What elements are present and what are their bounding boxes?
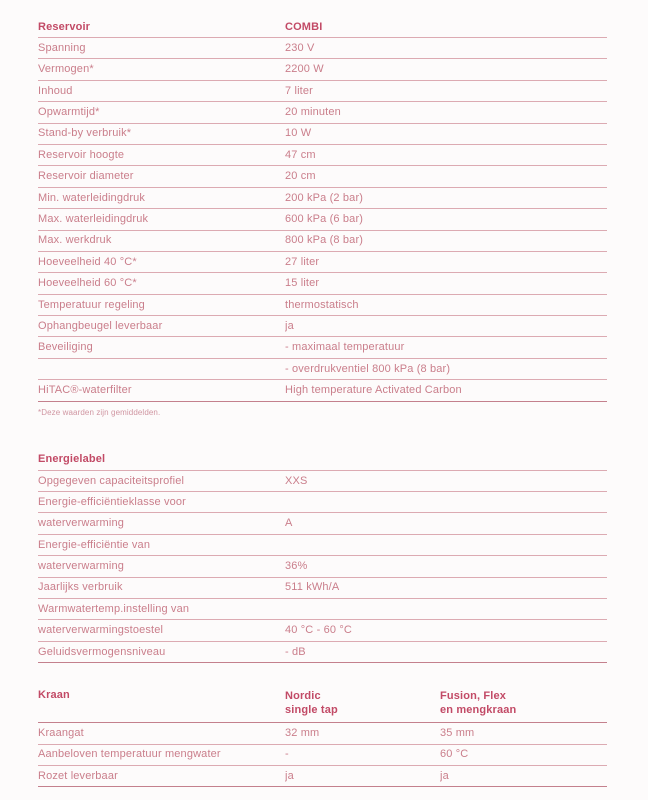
row-value: 600 kPa (6 bar) [285, 213, 364, 226]
kraan-header-row [38, 689, 607, 723]
reservoir-table-title: Reservoir [38, 20, 91, 33]
table-row [38, 535, 607, 556]
row-label: Min. waterleidingdruk [38, 191, 146, 204]
row-label: Inhoud [38, 84, 73, 97]
energy-header-spacer [285, 466, 607, 470]
row-value: 15 liter [285, 277, 320, 290]
kraan-rows [38, 723, 607, 787]
table-row [38, 471, 607, 492]
table-row [38, 145, 607, 166]
row-value: 27 liter [285, 255, 320, 268]
row-value: 32 mm [285, 727, 320, 740]
table-row [38, 642, 607, 663]
row-value: 511 kWh/A [285, 581, 340, 594]
row-value [285, 616, 607, 620]
reservoir-header-row [38, 17, 607, 38]
table-row [38, 359, 607, 380]
row-label: HiTAC®-waterfilter [38, 384, 132, 397]
row-value: - [285, 748, 289, 761]
row-value: 36% [285, 560, 308, 573]
table-row [38, 745, 607, 766]
table-row [38, 38, 607, 59]
row-value: 7 liter [285, 84, 313, 97]
table-row [38, 337, 607, 358]
row-label: Beveiliging [38, 341, 93, 354]
table-row [38, 295, 607, 316]
row-label: Ophangbeugel leverbaar [38, 319, 163, 332]
table-row [38, 209, 607, 230]
table-row [38, 273, 607, 294]
tap-compatibility-table [38, 689, 607, 787]
row-label: waterverwarming [38, 560, 124, 573]
table-row [38, 620, 607, 641]
row-label: Reservoir hoogte [38, 148, 125, 161]
table-row [38, 380, 607, 401]
kraan-column-header-fusion-line1: Fusion, Flex [440, 690, 506, 703]
row-label: waterverwarmingstoestel [38, 624, 164, 637]
row-value: ja [285, 769, 294, 782]
reservoir-column-header: COMBI [285, 20, 323, 33]
row-label: Hoeveelheid 60 °C* [38, 277, 137, 290]
reservoir-rows [38, 38, 607, 402]
energy-header-row [38, 450, 607, 471]
table-row [38, 124, 607, 145]
row-label: Opgegeven capaciteitsprofiel [38, 474, 185, 487]
kraan-column-header-fusion [440, 689, 607, 721]
table-row [38, 578, 607, 599]
energy-rows [38, 471, 607, 664]
row-label [38, 376, 285, 380]
row-value: 40 °C - 60 °C [285, 624, 352, 637]
row-value: High temperature Activated Carbon [285, 384, 462, 397]
energy-table-title: Energielabel [38, 453, 106, 466]
row-value [285, 552, 607, 556]
row-value: 230 V [285, 41, 315, 54]
table-row [38, 102, 607, 123]
row-label: Max. waterleidingdruk [38, 213, 149, 226]
row-value: 47 cm [285, 148, 316, 161]
row-value [285, 509, 607, 513]
row-label: Opwarmtijd* [38, 106, 100, 119]
row-label: Stand-by verbruik* [38, 127, 132, 140]
row-value: 35 mm [440, 727, 475, 740]
kraan-column-header-nordic-line2: single tap [285, 704, 338, 717]
row-label: Spanning [38, 41, 86, 54]
table-row [38, 81, 607, 102]
row-label: Energie-efficiëntie van [38, 538, 151, 551]
row-value: 60 °C [440, 748, 469, 761]
table-row [38, 556, 607, 577]
energy-label-table [38, 450, 607, 664]
row-value: 20 cm [285, 170, 316, 183]
row-value: ja [440, 769, 449, 782]
row-label: Warmwatertemp.instelling van [38, 602, 190, 615]
table-row [38, 492, 607, 513]
table-row [38, 723, 607, 744]
table-row [38, 513, 607, 534]
row-value: 200 kPa (2 bar) [285, 191, 364, 204]
table-row [38, 166, 607, 187]
row-value: - overdrukventiel 800 kPa (8 bar) [285, 362, 451, 375]
row-value: 10 W [285, 127, 312, 140]
row-label: Vermogen* [38, 63, 94, 76]
row-value: 2200 W [285, 63, 324, 76]
kraan-column-header-nordic [285, 689, 440, 721]
kraan-table-title: Kraan [38, 689, 70, 702]
table-row [38, 599, 607, 620]
row-value: - maximaal temperatuur [285, 341, 405, 354]
row-label: Energie-efficiëntieklasse voor [38, 495, 186, 508]
row-label: Max. werkdruk [38, 234, 112, 247]
row-value: - dB [285, 645, 306, 658]
row-value: thermostatisch [285, 298, 359, 311]
row-label: Reservoir diameter [38, 170, 134, 183]
table-row [38, 252, 607, 273]
row-label: Jaarlijks verbruik [38, 581, 123, 594]
row-label: waterverwarming [38, 517, 124, 530]
reservoir-spec-table [38, 17, 607, 420]
table-row [38, 766, 607, 787]
table-row [38, 188, 607, 209]
averages-footnote: *Deze waarden zijn gemiddelden. [38, 407, 161, 417]
row-label: Kraangat [38, 727, 84, 740]
row-label: Aanbeloven temperatuur mengwater [38, 748, 221, 761]
row-value: ja [285, 319, 294, 332]
table-row [38, 59, 607, 80]
row-value: 800 kPa (8 bar) [285, 234, 364, 247]
row-value: A [285, 517, 293, 530]
table-row [38, 316, 607, 337]
row-value: XXS [285, 474, 308, 487]
row-label: Temperatuur regeling [38, 298, 145, 311]
kraan-column-header-fusion-line2: en mengkraan [440, 704, 517, 717]
row-label: Hoeveelheid 40 °C* [38, 255, 137, 268]
table-row [38, 231, 607, 252]
row-value: 20 minuten [285, 106, 341, 119]
kraan-column-header-nordic-line1: Nordic [285, 690, 321, 703]
row-label: Rozet leverbaar [38, 769, 118, 782]
row-label: Geluidsvermogensniveau [38, 645, 166, 658]
